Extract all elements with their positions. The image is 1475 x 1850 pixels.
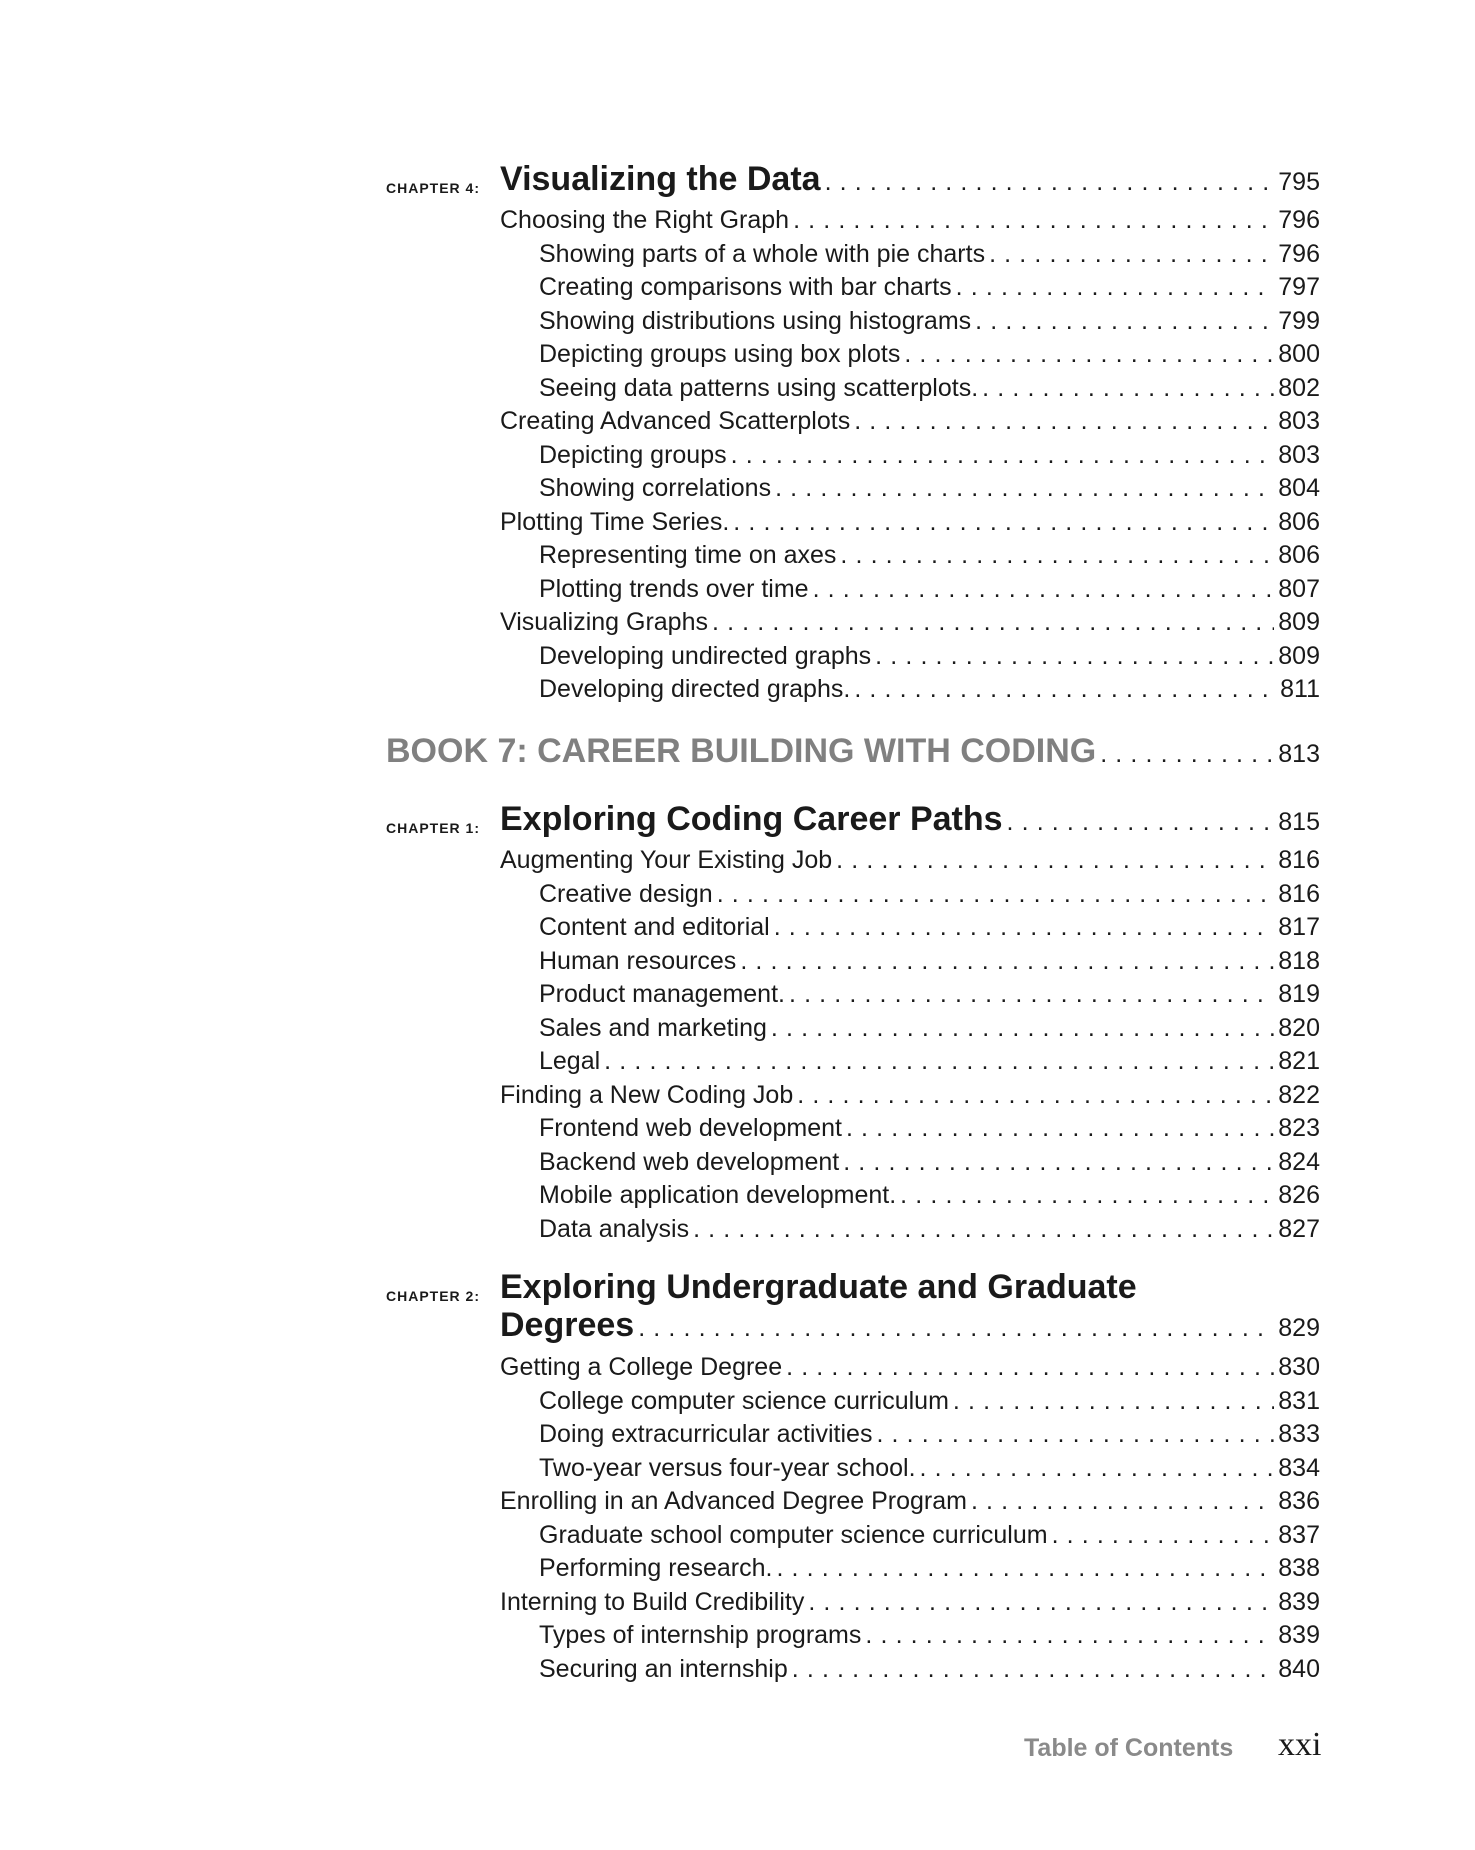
entry-title: Data analysis <box>539 1215 690 1243</box>
dot-leader <box>808 1588 1274 1617</box>
toc-entry[interactable] <box>539 474 1320 508</box>
chapter-title[interactable]: Exploring Undergraduate and Graduate <box>500 1268 1137 1306</box>
page-number: 813 <box>1278 740 1320 768</box>
page-number: 807 <box>1278 575 1320 603</box>
toc-entry[interactable] <box>539 1655 1320 1689</box>
dot-leader <box>836 846 1274 875</box>
page-number: 836 <box>1278 1487 1320 1515</box>
dot-leader <box>1100 740 1274 769</box>
toc-entry[interactable] <box>539 947 1320 981</box>
page-number: 811 <box>1280 675 1320 703</box>
chapter-heading[interactable] <box>500 800 1320 844</box>
dot-leader <box>975 307 1274 336</box>
dot-leader <box>604 1047 1274 1076</box>
toc-entry[interactable] <box>539 575 1320 609</box>
toc-entry[interactable] <box>539 1621 1320 1655</box>
toc-entry[interactable] <box>539 1521 1320 1555</box>
entry-title: Creating Advanced Scatterplots <box>500 407 851 435</box>
toc-entry[interactable] <box>539 1215 1320 1249</box>
dot-leader <box>717 880 1275 909</box>
page-number: 829 <box>1278 1314 1320 1342</box>
entry-title: Representing time on axes <box>539 541 837 569</box>
page-number: 806 <box>1278 541 1320 569</box>
entry-title: Two-year versus four-year school. <box>539 1454 916 1482</box>
toc-entry[interactable] <box>539 913 1320 947</box>
entry-title: Interning to Build Credibility <box>500 1588 805 1616</box>
entry-title: Enrolling in an Advanced Degree Program <box>500 1487 967 1515</box>
toc-entry[interactable] <box>539 880 1320 914</box>
entry-title: Types of internship programs <box>539 1621 862 1649</box>
entry-title: Developing undirected graphs <box>539 642 872 670</box>
entry-title: Backend web development <box>539 1148 840 1176</box>
page-number: 819 <box>1278 980 1320 1008</box>
toc-entry[interactable] <box>500 1487 1320 1521</box>
toc-entry[interactable] <box>539 273 1320 307</box>
dot-leader <box>733 508 1274 537</box>
entry-title: Choosing the Right Graph <box>500 206 790 234</box>
dot-leader <box>740 947 1274 976</box>
entry-title: Plotting Time Series. <box>500 508 730 536</box>
page-number: 839 <box>1278 1588 1320 1616</box>
toc-entry[interactable] <box>500 846 1320 880</box>
entry-title: Graduate school computer science curriculum <box>539 1521 1048 1549</box>
page-number: 797 <box>1278 273 1320 301</box>
dot-leader <box>775 474 1274 503</box>
toc-entry[interactable] <box>539 1014 1320 1048</box>
chapter-label: CHAPTER 4: <box>386 180 481 196</box>
page-number: 809 <box>1278 608 1320 636</box>
toc-entry[interactable] <box>539 307 1320 341</box>
chapter-heading[interactable] <box>500 1306 1320 1350</box>
entry-title: Securing an internship <box>539 1655 788 1683</box>
page-number: 803 <box>1278 441 1320 469</box>
page-number: 837 <box>1278 1521 1320 1549</box>
page-number: 839 <box>1278 1621 1320 1649</box>
running-footer-label: Table of Contents <box>1024 1734 1234 1762</box>
book-title: BOOK 7: CAREER BUILDING WITH CODING <box>386 732 1097 770</box>
toc-entry[interactable] <box>539 340 1320 374</box>
page-number: 809 <box>1278 642 1320 670</box>
dot-leader <box>792 1655 1275 1684</box>
page-number: 816 <box>1278 846 1320 874</box>
entry-title: Depicting groups <box>539 441 727 469</box>
toc-entry[interactable] <box>539 1148 1320 1182</box>
page-number: 827 <box>1278 1215 1320 1243</box>
chapter-title-continued: Degrees <box>500 1306 635 1344</box>
dot-leader <box>825 168 1275 197</box>
toc-entry[interactable] <box>500 1588 1320 1622</box>
toc-entry[interactable] <box>500 1353 1320 1387</box>
book-heading[interactable] <box>386 732 1320 776</box>
dot-leader <box>876 1420 1274 1449</box>
dot-leader <box>693 1215 1274 1244</box>
entry-title: Developing directed graphs. <box>539 675 851 703</box>
page-number: 804 <box>1278 474 1320 502</box>
entry-title: Doing extracurricular activities <box>539 1420 873 1448</box>
dot-leader <box>731 441 1275 470</box>
entry-title: Creating comparisons with bar charts <box>539 273 952 301</box>
entry-title: Visualizing Graphs <box>500 608 708 636</box>
dot-leader <box>771 1014 1274 1043</box>
entry-title: Product management. <box>539 980 785 1008</box>
page-number: 824 <box>1278 1148 1320 1176</box>
toc-entry[interactable] <box>539 1554 1320 1588</box>
dot-leader <box>793 206 1274 235</box>
page-number: 796 <box>1278 206 1320 234</box>
dot-leader <box>712 608 1274 637</box>
entry-title: Depicting groups using box plots <box>539 340 901 368</box>
folio-page-number: xxi <box>1278 1726 1322 1763</box>
chapter-label: CHAPTER 1: <box>386 820 481 836</box>
entry-title: Showing parts of a whole with pie charts <box>539 240 986 268</box>
entry-title: Content and editorial <box>539 913 770 941</box>
dot-leader <box>854 407 1274 436</box>
dot-leader <box>789 980 1274 1009</box>
page-number: 795 <box>1278 168 1320 196</box>
page-number: 817 <box>1278 913 1320 941</box>
toc-entry[interactable] <box>539 1387 1320 1421</box>
dot-leader <box>854 675 1276 704</box>
page-number: 820 <box>1278 1014 1320 1042</box>
toc-entry[interactable] <box>500 608 1320 642</box>
page-number: 802 <box>1278 374 1320 402</box>
page-number: 799 <box>1278 307 1320 335</box>
dot-leader <box>982 374 1274 403</box>
dot-leader <box>875 642 1274 671</box>
toc-entry[interactable] <box>539 642 1320 676</box>
page-number: 826 <box>1278 1181 1320 1209</box>
dot-leader <box>786 1353 1274 1382</box>
dot-leader <box>843 1148 1274 1177</box>
dot-leader <box>638 1314 1274 1343</box>
page-number: 806 <box>1278 508 1320 536</box>
page-number: 818 <box>1278 947 1320 975</box>
toc-entry[interactable] <box>539 441 1320 475</box>
chapter-label: CHAPTER 2: <box>386 1288 481 1304</box>
entry-title: Creative design <box>539 880 713 908</box>
toc-entry[interactable] <box>539 240 1320 274</box>
page-number: 796 <box>1278 240 1320 268</box>
dot-leader <box>797 1081 1274 1110</box>
page-number: 816 <box>1278 880 1320 908</box>
entry-title: Finding a New Coding Job <box>500 1081 794 1109</box>
toc-entry[interactable] <box>539 980 1320 1014</box>
page-number: 831 <box>1278 1387 1320 1415</box>
entry-title: Getting a College Degree <box>500 1353 783 1381</box>
toc-entry[interactable] <box>539 1181 1320 1215</box>
toc-entry[interactable] <box>539 675 1320 709</box>
dot-leader <box>956 273 1275 302</box>
page-number: 830 <box>1278 1353 1320 1381</box>
page-number: 823 <box>1278 1114 1320 1142</box>
entry-title: Mobile application development. <box>539 1181 897 1209</box>
chapter-heading[interactable] <box>500 160 1320 204</box>
toc-entry[interactable] <box>539 374 1320 408</box>
entry-title: Plotting trends over time <box>539 575 809 603</box>
dot-leader <box>774 913 1275 942</box>
dot-leader <box>846 1114 1274 1143</box>
entry-title: Human resources <box>539 947 737 975</box>
entry-title: Augmenting Your Existing Job <box>500 846 833 874</box>
page-number: 834 <box>1278 1454 1320 1482</box>
page-number: 803 <box>1278 407 1320 435</box>
dot-leader <box>953 1387 1274 1416</box>
entry-title: Showing correlations <box>539 474 772 502</box>
dot-leader <box>1007 808 1275 837</box>
page-number: 838 <box>1278 1554 1320 1582</box>
toc-entry[interactable] <box>539 1114 1320 1148</box>
dot-leader <box>904 340 1274 369</box>
chapter-title: Visualizing the Data <box>500 160 821 198</box>
page-number: 800 <box>1278 340 1320 368</box>
dot-leader <box>1052 1521 1275 1550</box>
page-number: 822 <box>1278 1081 1320 1109</box>
dot-leader <box>776 1554 1274 1583</box>
dot-leader <box>865 1621 1274 1650</box>
entry-title: College computer science curriculum <box>539 1387 949 1415</box>
dot-leader <box>971 1487 1274 1516</box>
toc-entry[interactable] <box>539 1420 1320 1454</box>
dot-leader <box>840 541 1274 570</box>
page-number: 840 <box>1278 1655 1320 1683</box>
page-number: 815 <box>1278 808 1320 836</box>
toc-entry[interactable] <box>500 1081 1320 1115</box>
entry-title: Sales and marketing <box>539 1014 767 1042</box>
toc-entry[interactable] <box>539 541 1320 575</box>
page-number: 833 <box>1278 1420 1320 1448</box>
entry-title: Seeing data patterns using scatterplots. <box>539 374 979 402</box>
entry-title: Legal <box>539 1047 601 1075</box>
dot-leader <box>989 240 1274 269</box>
toc-entry[interactable] <box>539 1047 1320 1081</box>
page-number: 821 <box>1278 1047 1320 1075</box>
dot-leader <box>920 1454 1275 1483</box>
toc-entry[interactable] <box>500 508 1320 542</box>
toc-entry[interactable] <box>539 1454 1320 1488</box>
toc-entry[interactable] <box>500 206 1320 240</box>
dot-leader <box>900 1181 1274 1210</box>
chapter-title: Exploring Coding Career Paths <box>500 800 1003 838</box>
entry-title: Frontend web development <box>539 1114 842 1142</box>
toc-entry[interactable] <box>500 407 1320 441</box>
dot-leader <box>813 575 1275 604</box>
entry-title: Showing distributions using histograms <box>539 307 972 335</box>
entry-title: Performing research. <box>539 1554 773 1582</box>
